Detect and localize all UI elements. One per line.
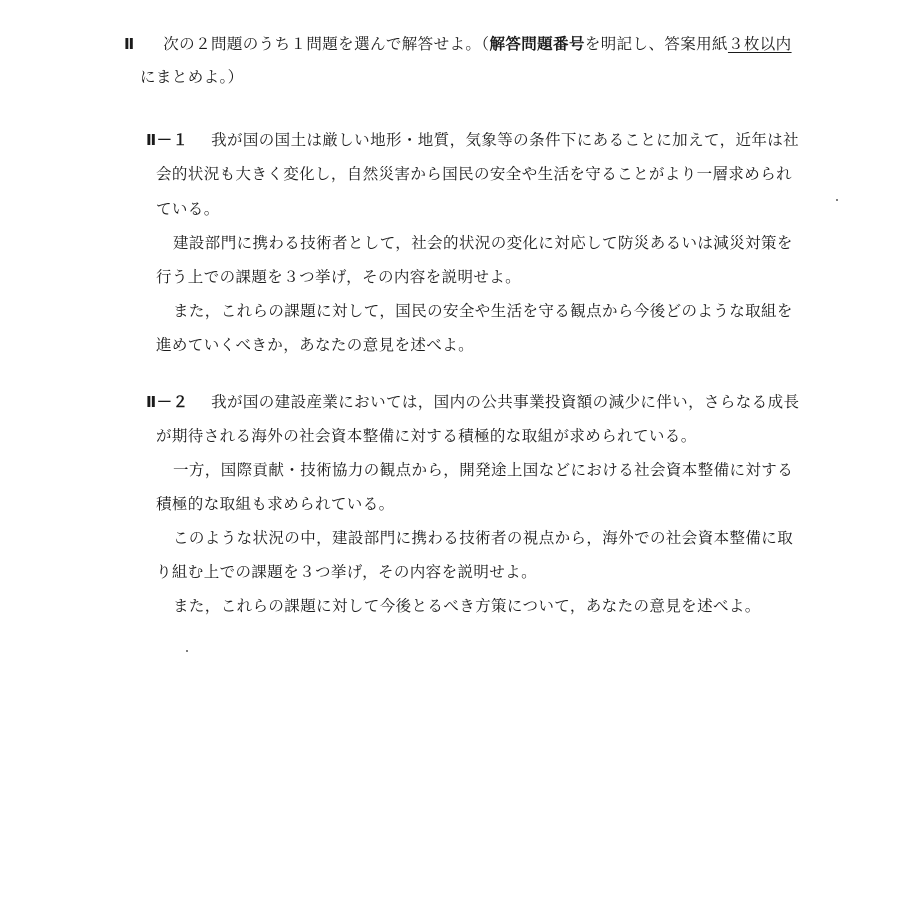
scan-speck	[186, 650, 188, 652]
q1-text-4: 建設部門に携わる技術者として，社会的状況の変化に対応して防災あるいは減災対策を	[173, 234, 793, 252]
q2-line-6	[156, 562, 537, 582]
q1-number: Ⅱ－１	[146, 131, 189, 149]
instruction-bold: 解答問題番号	[489, 34, 585, 53]
q1-text-5: 行う上での課題を３つ挙げ，その内容を説明せよ。	[156, 268, 522, 286]
section-mark: Ⅱ	[124, 35, 135, 53]
q2-text-5: このような状況の中，建設部門に携わる技術者の視点から，海外での社会資本整備に取	[173, 529, 794, 547]
q1-text-7: 進めていくべきか，あなたの意見を述べよ。	[156, 336, 475, 354]
q2-text-6: り組む上での課題を３つ挙げ，その内容を説明せよ。	[156, 563, 537, 581]
instruction-underline: ３枚以内	[727, 35, 792, 53]
header-line-1	[124, 34, 792, 54]
q1-line-5	[156, 267, 521, 287]
q1-line-6	[173, 301, 793, 321]
q2-text-3: 一方，国際貢献・技術協力の観点から，開発途上国などにおける社会資本整備に対する	[173, 461, 794, 479]
q2-line-4	[156, 494, 395, 514]
header-line-2	[140, 67, 244, 87]
q1-text-1: 我が国の国土は厳しい地形・地質，気象等の条件下にあることに加えて，近年は社	[211, 131, 800, 149]
q2-text-7: また，これらの課題に対して今後とるべき方策について，あなたの意見を述べよ。	[173, 597, 761, 615]
q1-text-6: また，これらの課題に対して，国民の安全や生活を守る観点から今後どのような取組を	[173, 302, 793, 320]
q2-text-2: が期待される海外の社会資本整備に対する積極的な取組が求められている。	[156, 427, 697, 445]
instruction-mid: を明記し、答案用紙	[584, 35, 728, 53]
q1-line-4	[173, 233, 793, 253]
instruction-line2: にまとめよ。）	[140, 68, 244, 86]
instruction-pre: 次の２問題のうち１問題を選んで解答せよ。（	[163, 35, 490, 53]
q2-text-4: 積極的な取組も求められている。	[156, 495, 395, 513]
q2-line-3	[173, 460, 793, 480]
q1-line-3	[156, 199, 220, 219]
q1-text-2: 会的状況も大きく変化し，自然災害から国民の安全や生活を守ることがより一層求められ	[156, 165, 793, 183]
q1-line-7	[156, 335, 474, 355]
scan-speck	[836, 199, 838, 201]
q2-number: Ⅱ－２	[146, 393, 189, 411]
q1-line-2	[156, 164, 792, 184]
q2-text-1: 我が国の建設産業においては，国内の公共事業投資額の減少に伴い，さらなる成長	[211, 393, 800, 411]
q2-line-7	[173, 596, 761, 616]
q2-line-5	[173, 528, 793, 548]
q2-line-1	[146, 392, 799, 412]
q1-line-1	[146, 130, 799, 150]
q2-line-2	[156, 426, 697, 446]
q1-text-3: ている。	[156, 200, 220, 218]
